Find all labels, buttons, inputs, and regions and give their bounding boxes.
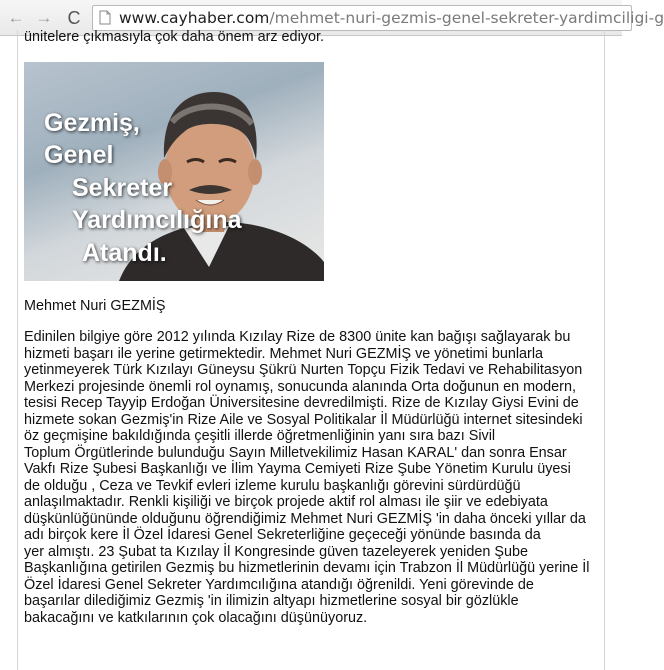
cut-off-text: ünitelere çıkmasıyla çok daha önem arz ediyor.	[24, 29, 324, 45]
article-line: de olduğu , Ceza ve Tevkif evleri izleme kurulu başkanlığı görevini sürdürdüğü	[24, 477, 521, 494]
article-line: düşkünlüğününde olduğunu öğrendiğimiz Mehmet Nuri GEZMİŞ 'in daha önceki yıllar da	[24, 510, 586, 527]
forward-arrow-icon[interactable]: →	[35, 8, 53, 27]
reload-icon[interactable]: C	[67, 8, 81, 28]
address-bar[interactable]	[92, 5, 664, 31]
article-line: Başkanlığına getirilen Gezmiş bu hizmetlerinin devamı için Trabzon İl Müdürlüğü yerine İl	[24, 560, 590, 576]
article-line: anlaşılmaktadır. Renkli kişiliği ve birçok projede aktif rol alması ile şiir ve edebiyata	[24, 494, 548, 510]
article-line: Toplum Örgütlerinde bulunduğu Sayın Milletvekilimiz Hasan KARAL' dan sonra Ensar	[24, 444, 567, 461]
article-line: Merkezi projesinde önemli rol oynamış, sonucunda alanında Orta doğunun en modern,	[24, 378, 576, 395]
caption-line: Yardımcılığına	[72, 206, 242, 234]
photo-caption	[24, 62, 324, 281]
article-line: öz geçmişine bakıldığında çeşitli illerde öğretmenliğinin yanı sıra bazı Sivil	[24, 428, 496, 444]
article-line: tesisi Recep Tayyip Erdoğan Üniversitesine devredilmişti. Rize de Kızılay Giysi Evini de	[24, 395, 579, 411]
caption-line: Gezmiş,	[44, 109, 140, 137]
article-line: Özel İdaresi Genel Sekreter Yardımcılığına atandığı öğrenildi. Yeni görevinde de	[24, 576, 534, 593]
page-content	[0, 29, 622, 645]
article-line: yer almıştı. 23 Şubat ta Kızılay İl Kongresinde güven tazeleyerek yeniden Şube	[24, 543, 528, 560]
caption-line: Atandı.	[82, 239, 167, 267]
article-line: hizmete sokan Gezmiş'in Rize Aile ve Sosyal Politikalar İl Müdürlüğü internet sitesindeki	[24, 411, 583, 428]
article-line: bakacağını ve katkılarının çok olacağını düşünüyoruz.	[24, 609, 368, 626]
author-name: Mehmet Nuri GEZMİŞ	[24, 298, 166, 314]
article-line: Vakfı Rize Şubesi Başkanlığı ve İlim Yayma Cemiyeti Rize Şube Yönetim Kurulu üyesi	[24, 461, 571, 477]
back-arrow-icon[interactable]: ←	[7, 8, 25, 27]
news-photo	[24, 62, 324, 281]
caption-line: Genel	[44, 141, 114, 169]
caption-line: Sekreter	[72, 174, 173, 202]
article-line: adı birçok kere İl Özel İdaresi Genel Sekreterliğine geçeceği yönünde basında da	[24, 527, 541, 543]
url-path: /mehmet-nuri-gezmis-genel-sekreter-yardimciligi-g	[269, 9, 664, 27]
page-icon	[99, 10, 111, 25]
url-text	[119, 9, 664, 27]
article-line: yetinmeyerek Türk Kızılayı Güneysu Şükrü Nurten Topçu Fizik Tedavi ve Rehabilitasyon	[24, 362, 583, 378]
article-line: Edinilen bilgiye göre 2012 yılında Kızılay Rize de 8300 ünite kan bağışı sağlayarak bu	[24, 329, 571, 345]
article-line: hizmeti başarı ile yerine getirmektedir. Mehmet Nuri GEZMİŞ ve yönetimi bunlarla	[24, 345, 544, 362]
article-line: başarılar dilediğimiz Gezmiş 'in ilimizin altyapı hizmetlerine sosyal bir gözlükle	[24, 593, 519, 609]
article-body	[24, 329, 609, 626]
url-host: www.cayhaber.com	[119, 9, 270, 27]
